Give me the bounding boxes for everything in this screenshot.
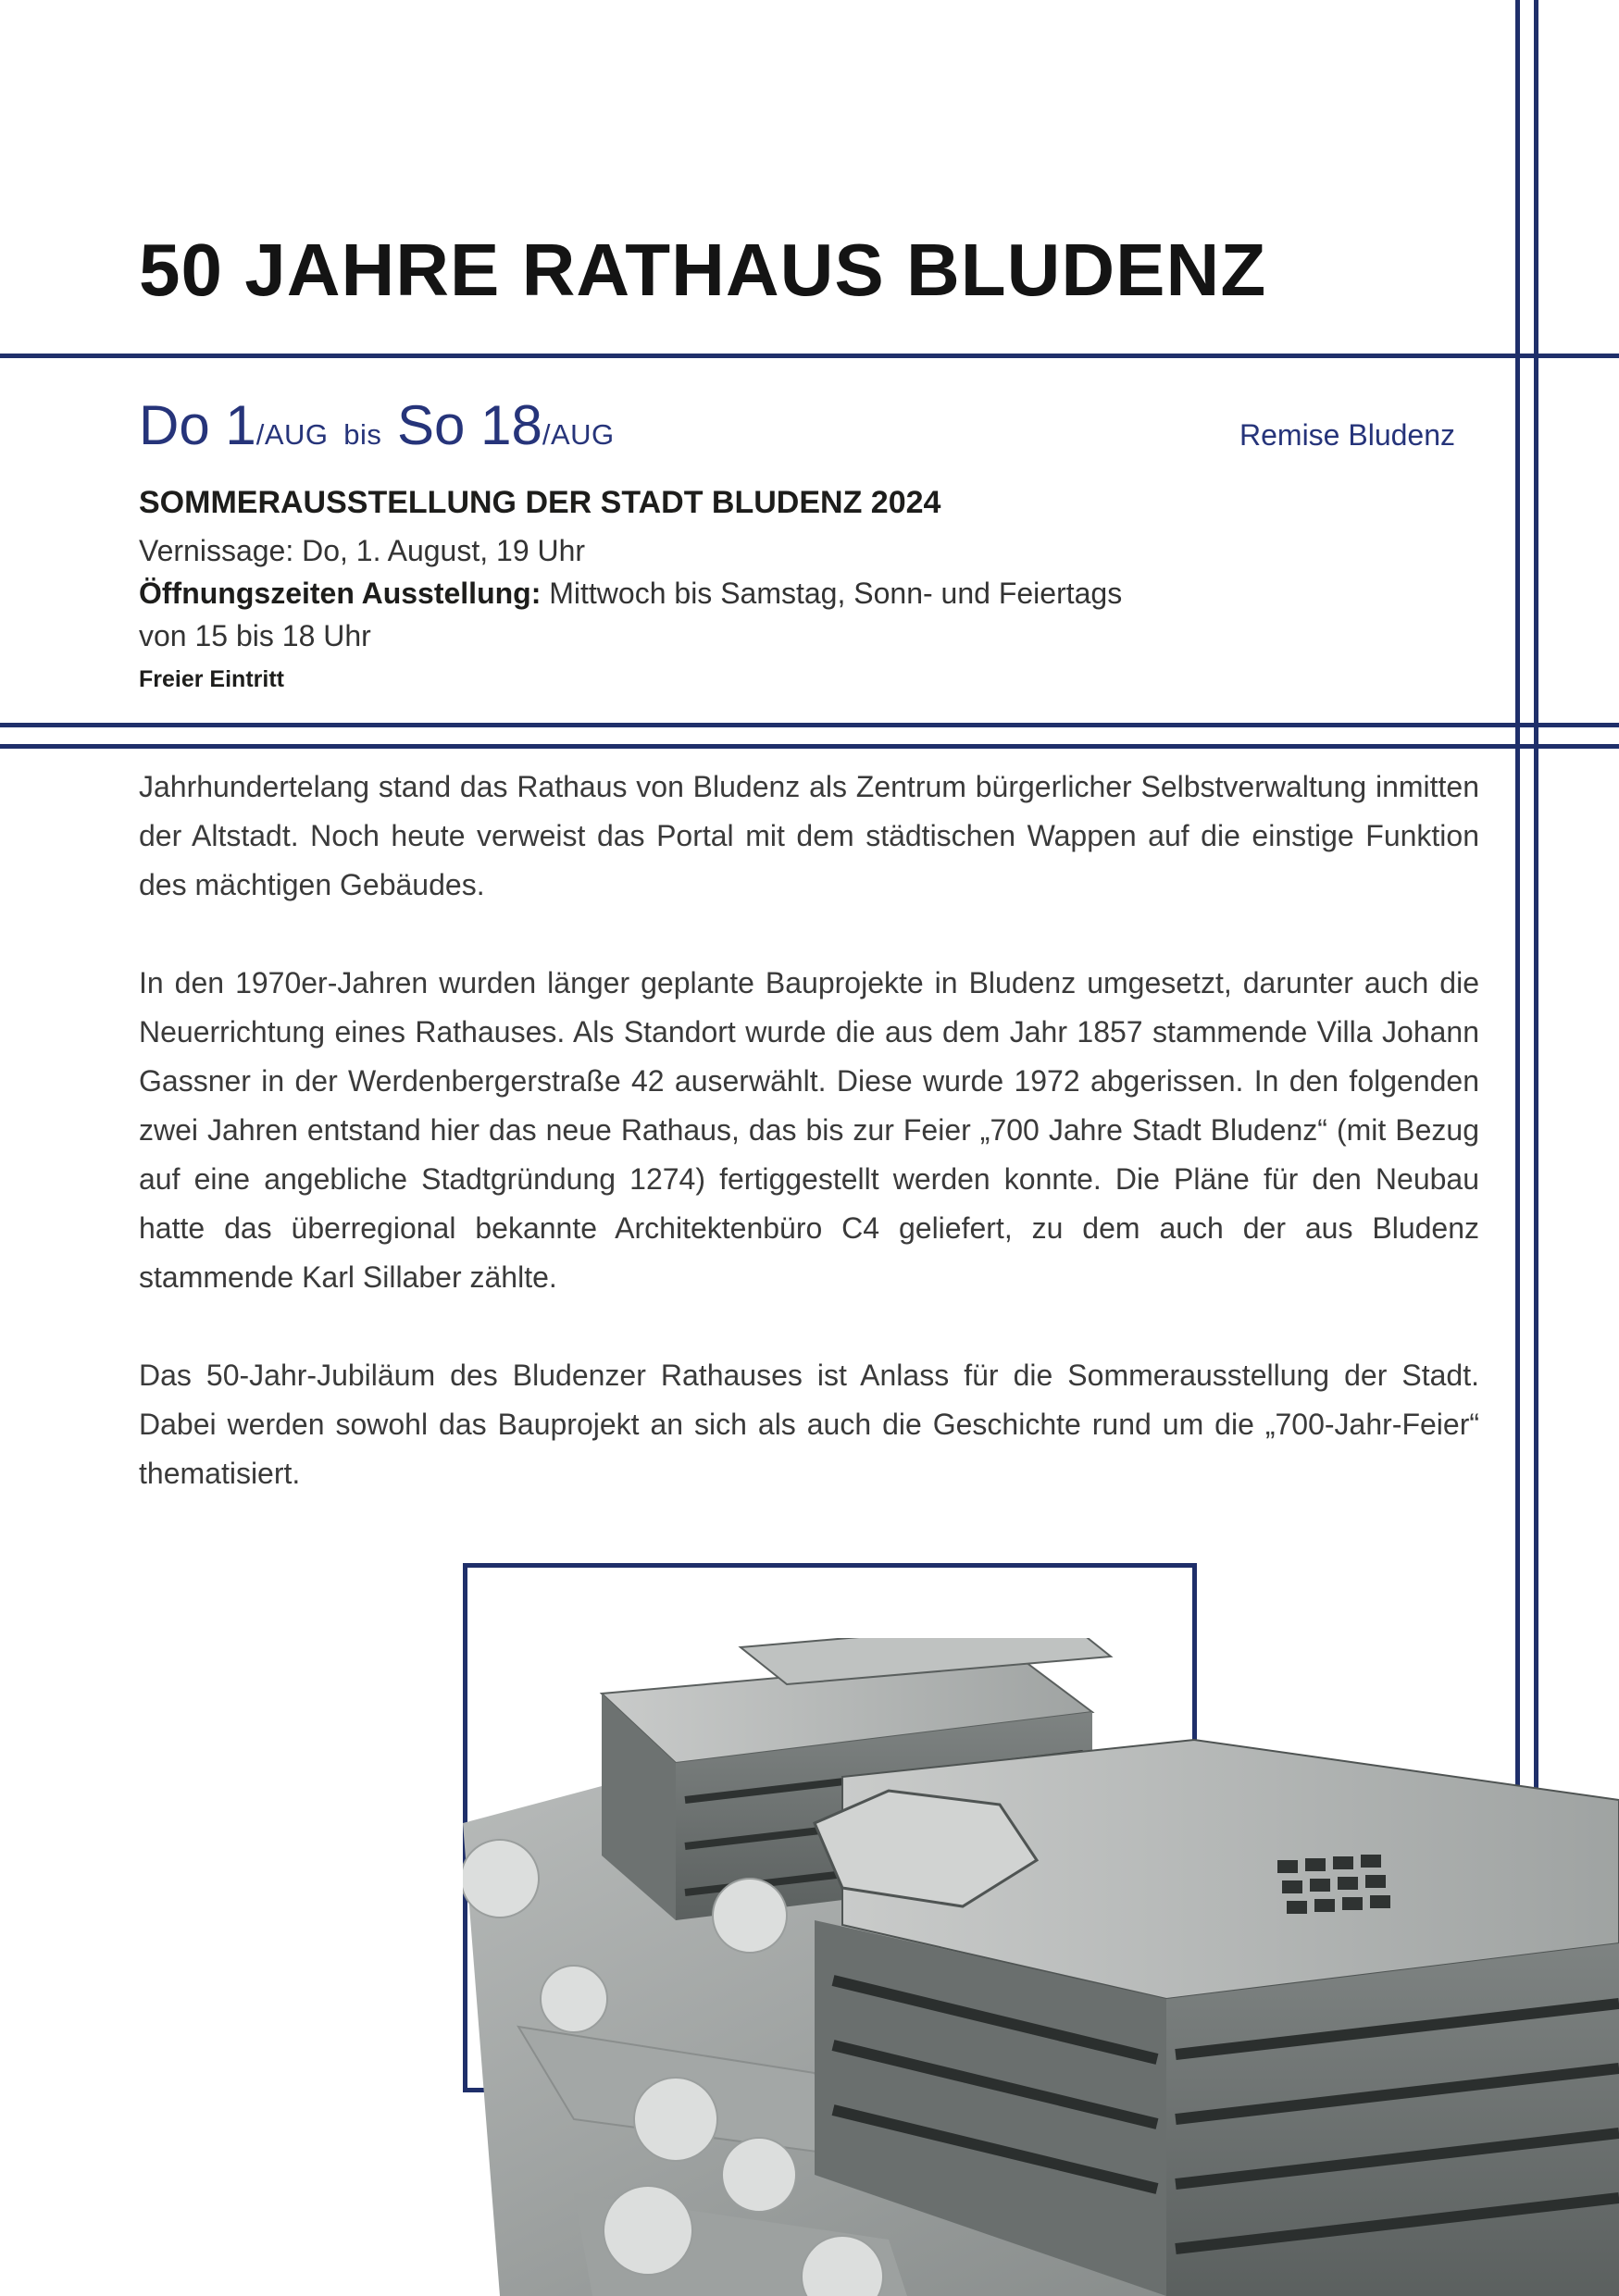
paragraph-2: In den 1970er-Jahren wurden länger geplante Bauprojekte in Bludenz umgesetzt, darunter auch die Neuerrichtung eines Rathauses. Als Standort wurde die aus dem Jahr 1857 stammende Villa Johann Gassner in der Werdenbergerstraße 42 auserwählt. Diese wurde 1972 abgerissen. In den folgenden zwei Jahren entstand hier das neue Rathaus, das bis zur Feier „700 Jahre Stadt Bludenz“ (mit Bezug auf eine angebliche Stadtgründung 1274) fertiggestellt werden konnte. Die Pläne für den Neubau hatte das überregional bekannte Architektenbüro C4 geliefert, zu dem auch der aus Bludenz stammende Karl Sillaber zählte. xyxy=(139,966,1479,1294)
rule-middle-2 xyxy=(0,744,1619,749)
end-day: So 18 xyxy=(397,394,542,456)
rule-vertical-2 xyxy=(1534,0,1538,1814)
start-day: Do 1 xyxy=(139,394,256,456)
event-dates xyxy=(139,394,615,456)
event-location: Remise Bludenz xyxy=(1239,418,1455,452)
end-month: /AUG xyxy=(542,418,615,451)
vernissage: Vernissage: Do, 1. August, 19 Uhr xyxy=(139,534,586,567)
range-word: bis xyxy=(343,418,382,451)
paragraph-1: Jahrhundertelang stand das Rathaus von Bludenz als Zentrum bürgerlicher Selbstverwaltung inmitten der Altstadt. Noch heute verweist das Portal mit dem städtischen Wappen auf die einstige Funktion des mächtigen Gebäudes. xyxy=(139,770,1479,901)
event-info xyxy=(139,529,1157,657)
rule-top xyxy=(0,354,1619,358)
page-title: 50 JAHRE RATHAUS BLUDENZ xyxy=(139,229,1267,311)
paragraph-3: Das 50-Jahr-Jubiläum des Bludenzer Rathauses ist Anlass für die Sommerausstellung der Stadt. Dabei werden sowohl das Bauprojekt an sich als auch die Geschichte rund um die „700-Jahr-Feier“ thematisiert. xyxy=(139,1359,1479,1490)
body-text xyxy=(139,763,1479,1547)
opening-hours xyxy=(139,572,1157,657)
architectural-model-photo xyxy=(463,1638,1619,2296)
admission: Freier Eintritt xyxy=(139,666,284,692)
opening-hours-label: Öffnungszeiten Ausstellung: xyxy=(139,577,542,610)
start-month: /AUG xyxy=(255,418,329,451)
rule-vertical-1 xyxy=(1515,0,1520,1814)
rule-middle-1 xyxy=(0,723,1619,727)
event-subtitle: SOMMERAUSSTELLUNG DER STADT BLUDENZ 2024 xyxy=(139,485,941,520)
opening-hours-text: Mittwoch bis Samstag, Sonn- und Feiertags von 15 bis 18 Uhr xyxy=(139,577,1123,652)
